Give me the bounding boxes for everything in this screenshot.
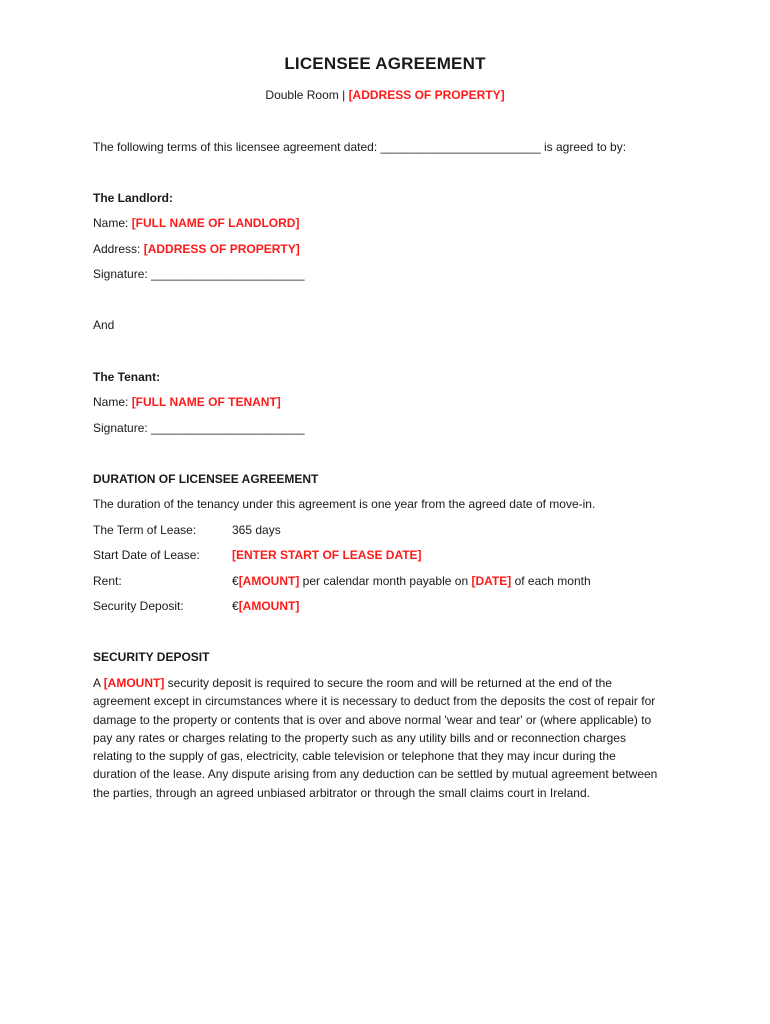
landlord-name-placeholder: [FULL NAME OF LANDLORD] — [131, 216, 300, 230]
start-date-label: Start Date of Lease: — [93, 548, 200, 562]
security-line-1 — [93, 674, 683, 692]
security-line-3: damage to the property or contents that is over and above normal 'wear and tear' or (where applicable) to — [93, 712, 652, 727]
rent-value — [232, 574, 591, 588]
security-heading: SECURITY DEPOSIT — [93, 650, 210, 664]
rent-middle-text: per calendar month payable on — [299, 574, 472, 588]
security-line-7: the parties, through an agreed unbiased arbitrator or through the small claims court in Ireland. — [93, 785, 590, 800]
tenant-signature-line: Signature: _______________________ — [93, 421, 305, 435]
document-title: LICENSEE AGREEMENT — [284, 54, 486, 73]
deposit-value — [232, 599, 299, 613]
property-address-placeholder: [ADDRESS OF PROPERTY] — [348, 88, 505, 102]
duration-text: The duration of the tenancy under this agreement is one year from the agreed date of move-in. — [93, 497, 596, 511]
intro-text: The following terms of this licensee agreement dated: ________________________ is agreed to by: — [93, 140, 627, 154]
landlord-address-line — [93, 242, 300, 256]
tenant-heading: The Tenant: — [93, 370, 161, 384]
deposit-amount-placeholder: [AMOUNT] — [238, 599, 300, 613]
deposit-label: Security Deposit: — [93, 599, 184, 613]
landlord-heading: The Landlord: — [93, 191, 173, 205]
tenant-name-placeholder: [FULL NAME OF TENANT] — [131, 395, 281, 409]
document-subtitle — [0, 88, 770, 102]
security-line-4: pay any rates or charges relating to the property such as any utility bills and or reconnection charges — [93, 730, 626, 745]
rent-date-placeholder: [DATE] — [471, 574, 512, 588]
security-paragraph — [93, 674, 683, 802]
rent-amount-placeholder: [AMOUNT] — [238, 574, 300, 588]
tenant-name-line — [93, 395, 281, 409]
landlord-address-placeholder: [ADDRESS OF PROPERTY] — [143, 242, 300, 256]
term-value: 365 days — [232, 523, 281, 537]
rent-suffix-text: of each month — [511, 574, 591, 588]
landlord-name-label: Name: — [93, 216, 132, 230]
and-text: And — [93, 318, 115, 332]
room-type-text: Double Room | — [265, 88, 349, 102]
tenant-name-label: Name: — [93, 395, 132, 409]
security-amount-placeholder: [AMOUNT] — [103, 676, 165, 690]
security-line-2: agreement except in circumstances where it is necessary to deduct from the deposits the cost of repair for — [93, 694, 656, 709]
landlord-signature-line: Signature: _______________________ — [93, 267, 305, 281]
landlord-name-line — [93, 216, 299, 230]
security-prefix: A — [93, 676, 104, 690]
security-line-5: relating to the supply of gas, electricity, cable television or telephone that they may incur during the — [93, 749, 616, 764]
security-line-6: duration of the lease. Any dispute arising from any deduction can be settled by mutual agreement between — [93, 767, 658, 782]
deposit-currency: € — [232, 599, 239, 613]
landlord-address-label: Address: — [93, 242, 144, 256]
rent-currency: € — [232, 574, 239, 588]
rent-label: Rent: — [93, 574, 122, 588]
duration-heading: DURATION OF LICENSEE AGREEMENT — [93, 472, 319, 486]
term-label: The Term of Lease: — [93, 523, 197, 537]
security-line-1-rest: security deposit is required to secure the room and will be returned at the end of the — [164, 676, 612, 690]
start-date-placeholder: [ENTER START OF LEASE DATE] — [232, 548, 422, 562]
